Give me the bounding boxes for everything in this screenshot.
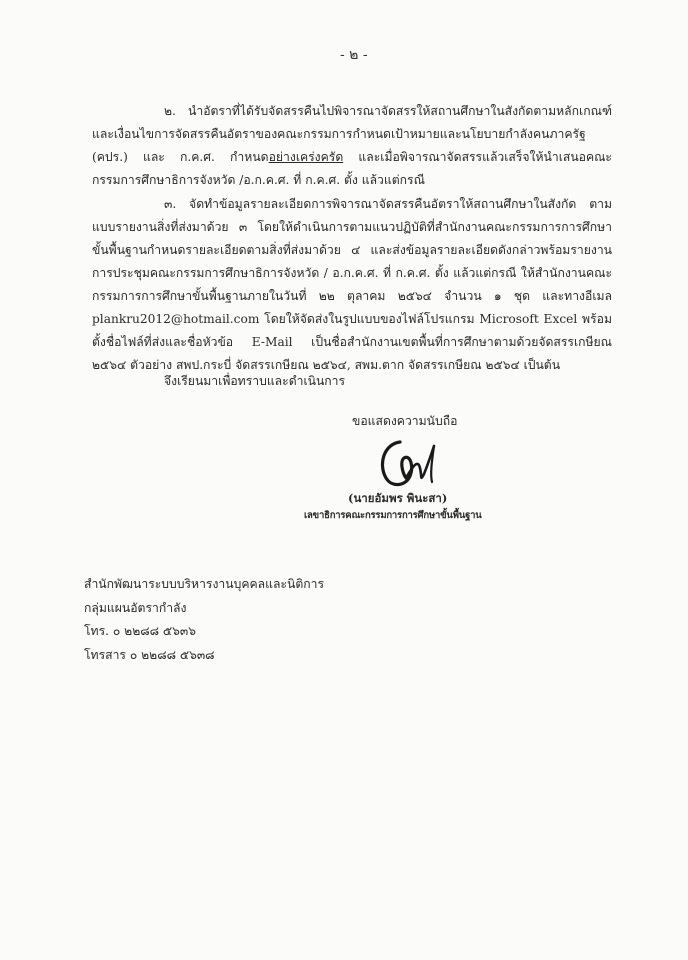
emphasis-strictly: อย่างเคร่งครัด: [268, 150, 344, 164]
paragraph-item-2-text-end: และเมื่อพิจารณาจัดสรรแล้วเสร็จให้นำเสนอคณะกรรมการศึกษาธิการจังหวัด /อ.ก.ค.ศ. ที่ ก.ค.ศ. ตั้ง แล้วแต่กรณี: [92, 150, 612, 187]
footer-group: กลุ่มแผนอัตรากำลัง: [84, 600, 187, 615]
paragraph-item-3: ๓. จัดทำข้อมูลรายละเอียดการพิจารณาจัดสรรคืนอัตราให้สถานศึกษาในสังกัด ตามแบบรายงานสิ่งที่ส่งมาด้วย ๓ โดยให้ดำเนินการตามแนวปฏิบัติที่สำนักงานคณะกรรมการการศึกษาขั้นพื้นฐานกำหนดรายละเอียดตามสิ่งที่ส่งมาด้วย ๔ และส่งข้อมูลรายละเอียดดังกล่าวพร้อมรายงานการประชุมคณะกรรมการศึกษาธิการจังหวัด / อ.ก.ค.ศ. ที่ ก.ค.ศ. ตั้ง แล้วแต่กรณี ให้สำนักงานคณะกรรมการการศึกษาขั้นพื้นฐานภายในวันที่ ๒๒ ตุลาคม ๒๕๖๔ จำนวน ๑ ชุด และทางอีเมล plankru2012@hotmail.com โดยให้จัดส่งในรูปแบบของไฟล์โปรแกรม Microsoft Excel พร้อมตั้งชื่อไฟล์ที่ส่งและชื่อหัวข้อ E-Mail เป็นชื่อสำนักงานเขตพื้นที่การศึกษาตามด้วยจัดสรรเกษียณ ๒๕๖๔ ตัวอย่าง สพป.กระบี่ จัดสรรเกษียณ ๒๕๖๔, สพม.ตาก จัดสรรเกษียณ ๒๕๖๔ เป็นต้น: [92, 197, 612, 372]
signer-title: เลขาธิการคณะกรรมการการศึกษาขั้นพื้นฐาน: [304, 510, 482, 521]
signer-name: (นายอัมพร พินะสา): [348, 491, 448, 505]
footer-phone: โทร. ๐ ๒๒๘๘ ๕๖๓๖: [84, 624, 196, 638]
footer-contact: [84, 573, 324, 667]
paragraph-item-2-text: ๒. นำอัตราที่ได้รับจัดสรรคืนไปพิจารณาจัดสรรให้สถานศึกษาในสังกัดตามหลักเกณฑ์และเงื่อนไขการจัดสรรคืนอัตราของคณะกรรมการกำหนดเป้าหมายและนโยบายกำลังคนภาครัฐ (คปร.) และ ก.ค.ศ. กำหนด: [92, 104, 612, 164]
footer-fax: โทรสาร ๐ ๒๒๘๘ ๕๖๓๘: [84, 647, 215, 662]
paragraph-item-2: [92, 100, 612, 192]
signature-block: [300, 412, 560, 542]
regards-text: ขอแสดงความนับถือ: [352, 414, 458, 428]
closing-line: จึงเรียนมาเพื่อทราบและดำเนินการ: [164, 374, 346, 388]
handwritten-signature: [370, 434, 450, 496]
page-number: - ๒ -: [340, 47, 368, 63]
footer-office: สำนักพัฒนาระบบบริหารงานบุคคลและนิติการ: [84, 577, 325, 591]
